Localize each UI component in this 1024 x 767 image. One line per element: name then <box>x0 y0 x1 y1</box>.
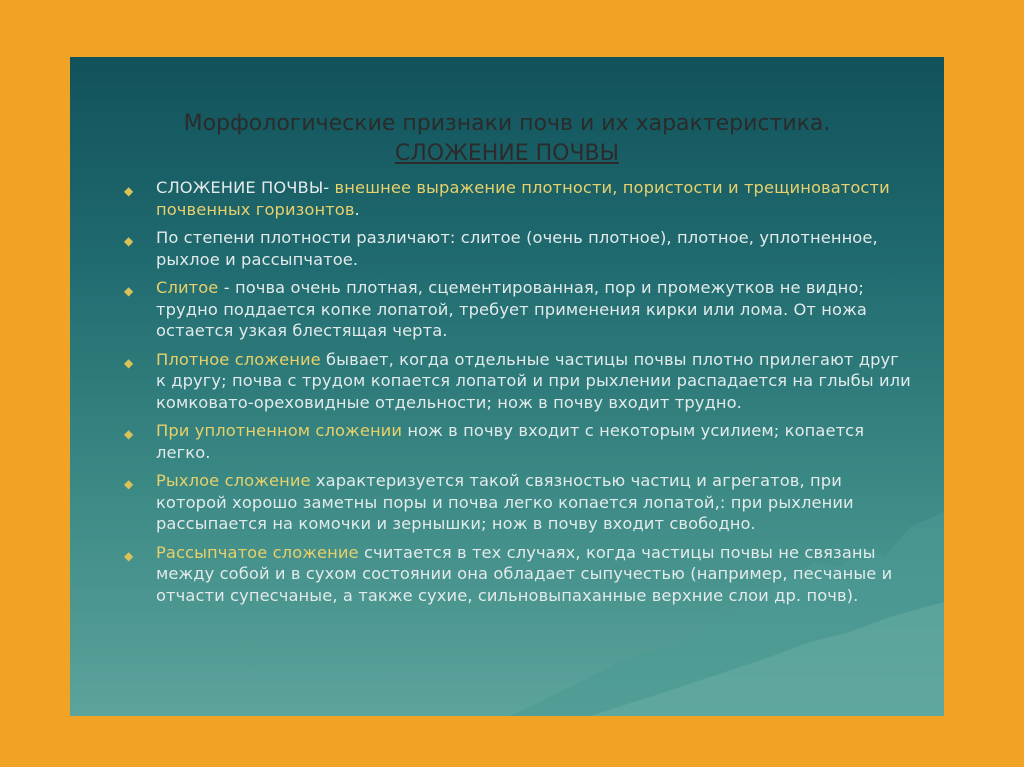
bullet-item <box>124 542 914 607</box>
diamond-bullet-icon: ◆ <box>124 548 134 563</box>
bullet-item <box>124 420 914 463</box>
diamond-bullet-icon: ◆ <box>124 355 134 370</box>
bullet-highlight: Рассыпчатое сложение <box>156 542 359 562</box>
bullet-rest: бывает, когда отдельные частицы почвы плотно прилегают друг к другу; почва с трудом копается лопатой и при рыхлении распадается на глыбы или комковато-ореховидные отдельности; нож в почву входит трудно. <box>156 349 911 412</box>
slide-title <box>70 109 944 169</box>
bullet-rest: считается в тех случаях, когда частицы почвы не связаны между собой и в сухом состоянии она обладает сыпучестью (например, песчаные и отчасти супесчаные, а также сухие, сильновыпаханные верхние слои др. почв). <box>156 542 893 605</box>
bullet-lead: По степени плотности различают: слитое (очень плотное), плотное, уплотненное, рыхлое и рассыпчатое. <box>156 228 878 269</box>
bullet-list <box>124 177 914 613</box>
bullet-highlight: Плотное сложение <box>156 349 321 369</box>
bullet-highlight: При уплотненном сложении <box>156 421 403 440</box>
diamond-bullet-icon: ◆ <box>124 427 134 441</box>
title-line-2: СЛОЖЕНИЕ ПОЧВЫ <box>394 141 620 166</box>
bullet-item <box>124 277 914 342</box>
bullet-highlight: Слитое <box>156 278 219 297</box>
diamond-bullet-icon: ◆ <box>124 234 134 248</box>
diamond-bullet-icon: ◆ <box>124 284 134 298</box>
bullet-rest: характеризуется такой связностью частиц и агрегатов, при которой хорошо заметны поры и почва легко копается лопатой,: при рыхлении рассыпается на комочки и зернышки; нож в почву входит свободно. <box>156 471 854 533</box>
bullet-lead: СЛОЖЕНИЕ ПОЧВЫ- <box>156 178 335 197</box>
slide <box>70 57 944 716</box>
bullet-rest: нож в почву входит с некоторым усилием; копается легко. <box>156 421 865 462</box>
bullet-item <box>124 349 914 414</box>
title-line-1: Морфологические признаки почв и их характеристика. <box>183 111 831 136</box>
bullet-rest: - почва очень плотная, сцементированная, пор и промежутков не видно; трудно поддается копке лопатой, требует применения кирки или лома. От ножа остается узкая блестящая черта. <box>156 278 867 340</box>
bullet-rest: . <box>354 199 360 219</box>
bullet-item <box>124 470 914 535</box>
diamond-bullet-icon: ◆ <box>124 184 134 198</box>
bullet-highlight: внешнее выражение плотности, пористости и трещиноватости почвенных горизонтов <box>156 178 890 219</box>
bullet-item <box>124 177 914 220</box>
diamond-bullet-icon: ◆ <box>124 477 134 491</box>
bullet-highlight: Рыхлое сложение <box>156 471 311 490</box>
bullet-item <box>124 227 914 270</box>
